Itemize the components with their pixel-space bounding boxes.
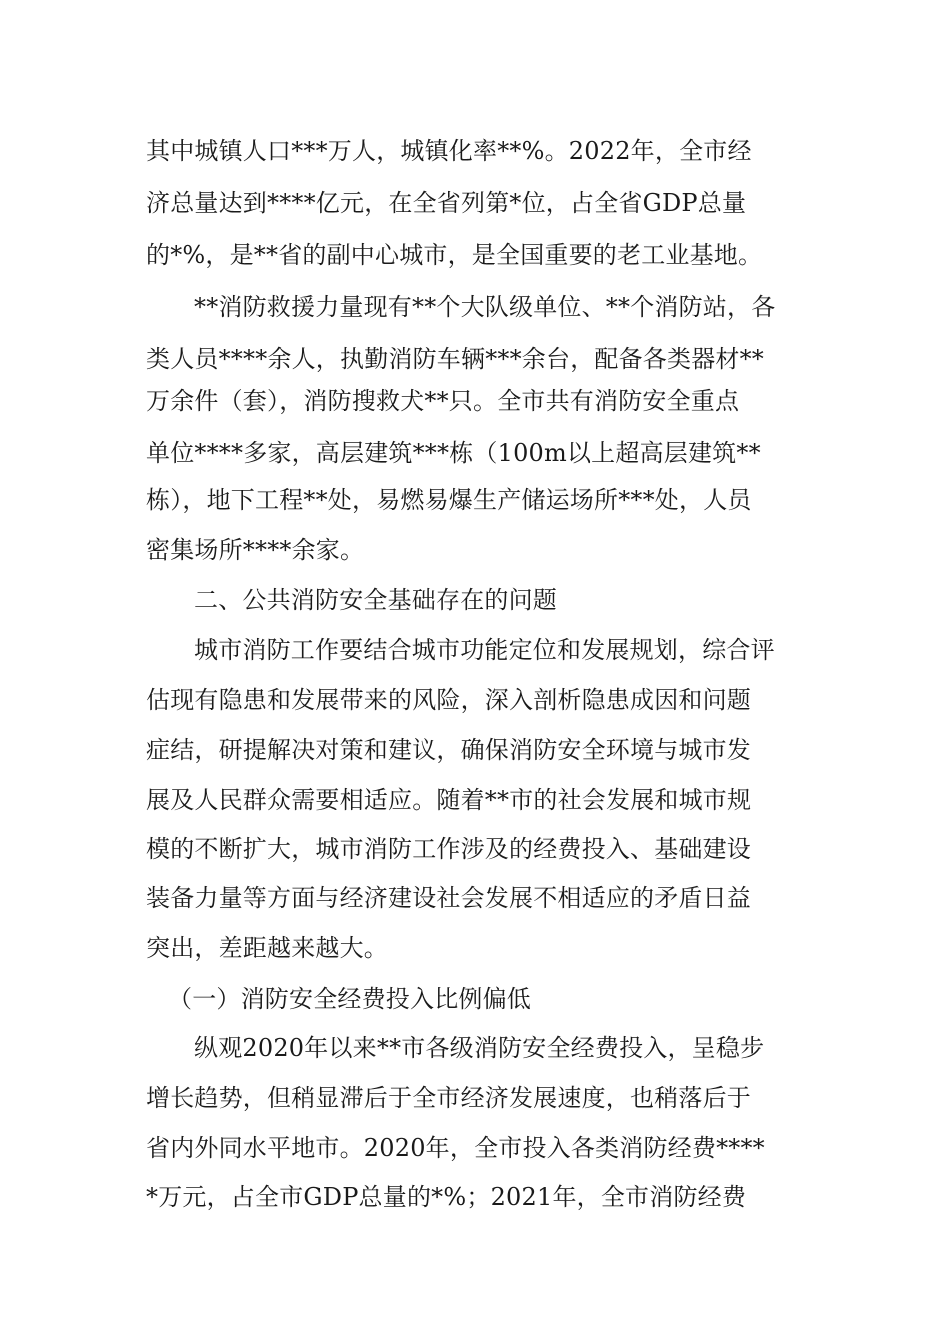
- text-line: 密集场所****余家。: [146, 536, 365, 564]
- text-line: 万余件（套），消防搜救犬**只。全市共有消防安全重点: [146, 387, 740, 415]
- text-line: 其中城镇人口***万人，城镇化率**%。2022年，全市经: [146, 137, 752, 165]
- text-line: 省内外同水平地市。2020年，全市投入各类消防经费****: [146, 1134, 765, 1162]
- paragraph-first-line: **消防救援力量现有**个大队级单位、**个消防站，各: [194, 293, 776, 321]
- text-line: 估现有隐患和发展带来的风险，深入剖析隐患成因和问题: [146, 686, 751, 714]
- text-line: 展及人民群众需要相适应。随着**市的社会发展和城市规: [146, 786, 752, 814]
- text-line: 症结，研提解决对策和建议，确保消防安全环境与城市发: [146, 736, 751, 764]
- paragraph-first-line: 纵观2020年以来**市各级消防安全经费投入，呈稳步: [194, 1034, 765, 1062]
- text-line: 的*%，是**省的副中心城市，是全国重要的老工业基地。: [146, 241, 763, 269]
- paragraph-first-line: 城市消防工作要结合城市功能定位和发展规划，综合评: [194, 636, 775, 664]
- text-line: 栋），地下工程**处，易燃易爆生产储运场所***处，人员: [146, 486, 752, 514]
- section-heading: 二、公共消防安全基础存在的问题: [194, 586, 557, 614]
- text-line: 济总量达到****亿元，在全省列第*位，占全省GDP总量: [146, 189, 747, 217]
- text-line: 类人员****余人，执勤消防车辆***余台，配备各类器材**: [146, 345, 764, 373]
- text-line: *万元，占全市GDP总量的*%；2021年，全市消防经费: [146, 1183, 747, 1211]
- text-line: 突出，差距越来越大。: [146, 934, 388, 962]
- text-line: 模的不断扩大，城市消防工作涉及的经费投入、基础建设: [146, 835, 751, 863]
- text-line: 增长趋势，但稍显滞后于全市经济发展速度，也稍落后于: [146, 1084, 751, 1112]
- subsection-heading: （一）消防安全经费投入比例偏低: [168, 985, 531, 1013]
- text-line: 单位****多家，高层建筑***栋（100m以上超高层建筑**: [146, 439, 761, 467]
- text-line: 装备力量等方面与经济建设社会发展不相适应的矛盾日益: [146, 884, 751, 912]
